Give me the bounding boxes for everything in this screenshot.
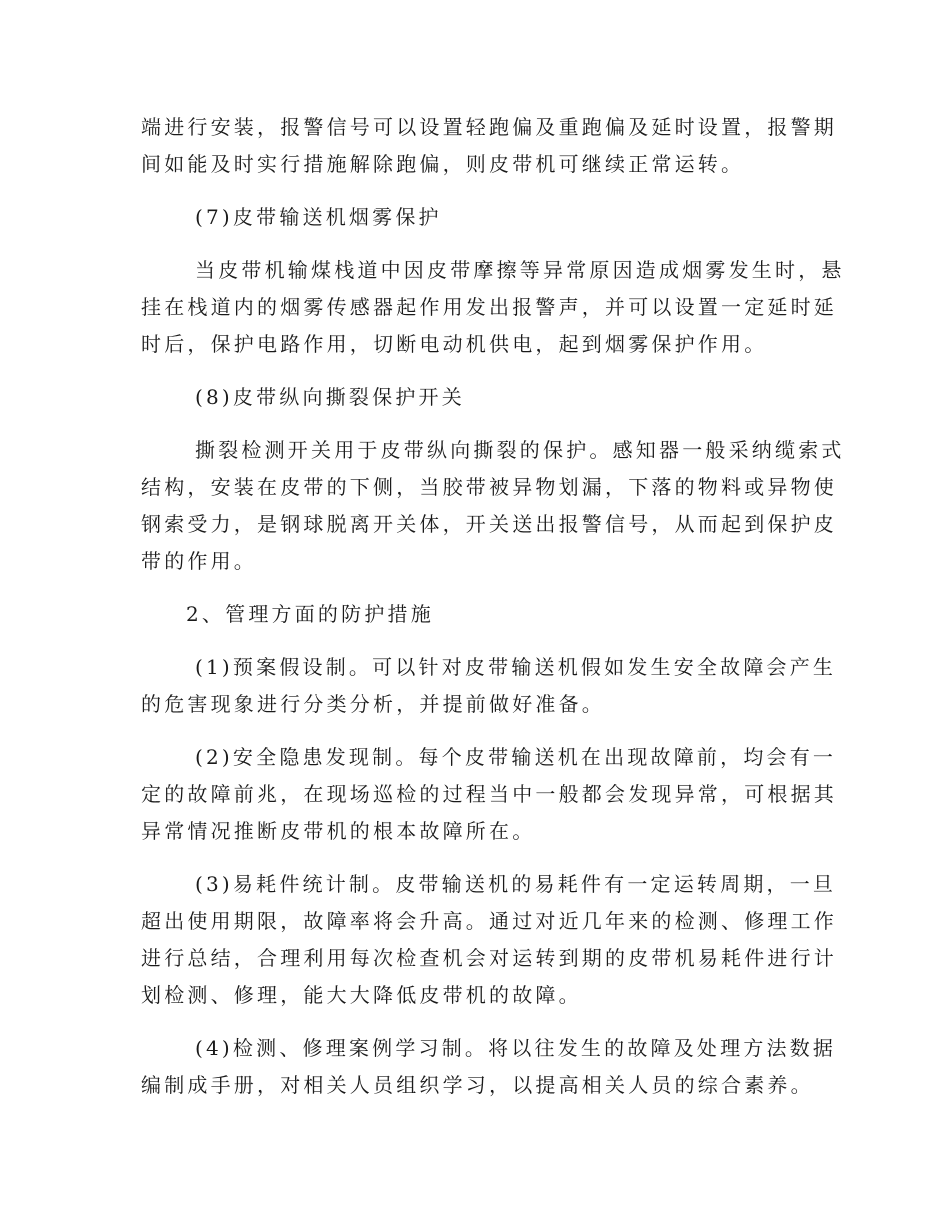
text-line: 划检测、修理，能大大降低皮带机的故障。: [141, 983, 582, 1007]
text-line: 异常情况推断皮带机的根本故障所在。: [141, 819, 536, 843]
text-line: 超出使用期限，故障率将会升高。通过对近几年来的检测、修理工作: [141, 909, 837, 933]
text-line: 时后，保护电路作用，切断电动机供电，起到烟雾保护作用。: [141, 332, 768, 356]
text-line: 端进行安装，报警信号可以设置轻跑偏及重跑偏及延时设置，报警期: [141, 115, 837, 139]
text-line: 挂在栈道内的烟雾传感器起作用发出报警声，并可以设置一定延时延: [141, 295, 837, 319]
text-line: 编制成手册，对相关人员组织学习，以提高相关人员的综合素养。: [141, 1073, 814, 1097]
text-line: 撕裂检测开关用于皮带纵向撕裂的保护。感知器一般采纳缆索式: [195, 438, 845, 462]
text-line: 进行总结，合理利用每次检查机会对运转到期的皮带机易耗件进行计: [141, 946, 837, 970]
section-heading: 2、管理方面的防护措施: [186, 602, 434, 626]
text-line: 带的作用。: [141, 549, 257, 573]
text-line: 当皮带机输煤栈道中因皮带摩擦等异常原因造成烟雾发生时，悬: [195, 258, 845, 282]
text-line: (4)检测、修理案例学习制。将以往发生的故障及处理方法数据: [195, 1036, 837, 1060]
section-heading: (8)皮带纵向撕裂保护开关: [195, 385, 465, 409]
text-line: 结构，安装在皮带的下侧，当胶带被异物划漏，下落的物料或异物使: [141, 475, 837, 499]
text-line: 间如能及时实行措施解除跑偏，则皮带机可继续正常运转。: [141, 152, 745, 176]
text-line: 的危害现象进行分类分析，并提前做好准备。: [141, 692, 605, 716]
text-line: 钢索受力，是钢球脱离开关体，开关送出报警信号，从而起到保护皮: [141, 512, 837, 536]
text-line: (2)安全隐患发现制。每个皮带输送机在出现故障前，均会有一: [195, 745, 837, 769]
text-line: (1)预案假设制。可以针对皮带输送机假如发生安全故障会产生: [195, 655, 837, 679]
text-line: 定的故障前兆，在现场巡检的过程当中一般都会发现异常，可根据其: [141, 782, 837, 806]
text-line: (3)易耗件统计制。皮带输送机的易耗件有一定运转周期，一旦: [195, 872, 837, 896]
section-heading: (7)皮带输送机烟雾保护: [195, 205, 442, 229]
